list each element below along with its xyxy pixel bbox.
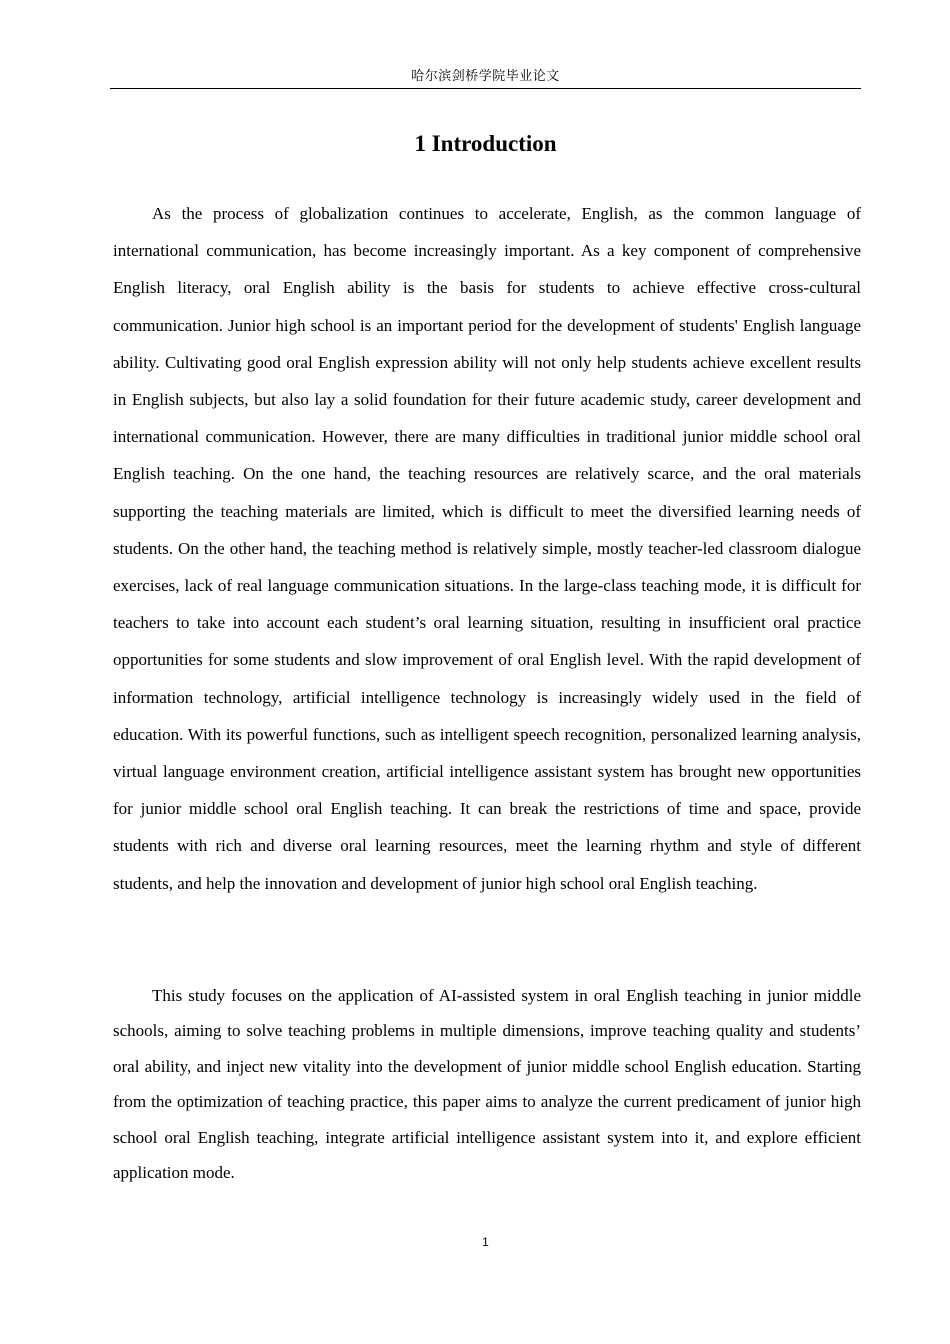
- header-divider: [110, 88, 861, 89]
- page-header: 哈尔滨剑桥学院毕业论文: [411, 68, 560, 83]
- body-paragraph-1: As the process of globalization continues to accelerate, English, as the common language of international communication, has become increasingly important. As a key component of comprehensive English literacy, oral English ability is the basis for students to achieve effective cross-cultural communication. Junior high school is an important period for the development of students' English language ability. Cultivating good oral English expression ability will not only help students achieve excellent results in English subjects, but also lay a solid foundation for their future academic study, career development and international communication. However, there are many difficulties in traditional junior middle school oral English teaching. On the one hand, the teaching resources are relatively scarce, and the oral materials supporting the teaching materials are limited, which is difficult to meet the diversified learning needs of students. On the other hand, the teaching method is relatively simple, mostly teacher-led classroom dialogue exercises, lack of real language communication situations. In the large-class teaching mode, it is difficult for teachers to take into account each student’s oral learning situation, resulting in insufficient oral practice opportunities for some students and slow improvement of oral English level. With the rapid development of information technology, artificial intelligence technology is increasingly widely used in the field of education. With its powerful functions, such as intelligent speech recognition, personalized learning analysis, virtual language environment creation, artificial intelligence assistant system has brought new opportunities for junior middle school oral English teaching. It can break the restrictions of time and space, provide students with rich and diverse oral learning resources, meet the learning rhythm and style of different students, and help the innovation and development of junior high school oral English teaching.: [113, 204, 861, 893]
- chapter-title: 1 Introduction: [414, 131, 557, 156]
- page-number: 1: [482, 1235, 489, 1249]
- body-paragraph-2: This study focuses on the application of AI-assisted system in oral English teaching in junior middle schools, aiming to solve teaching problems in multiple dimensions, improve teaching quality and students’ oral ability, and inject new vitality into the development of junior middle school English education. Starting from the optimization of teaching practice, this paper aims to analyze the current predicament of junior high school oral English teaching, integrate artificial intelligence assistant system into it, and explore efficient application mode.: [113, 986, 861, 1183]
